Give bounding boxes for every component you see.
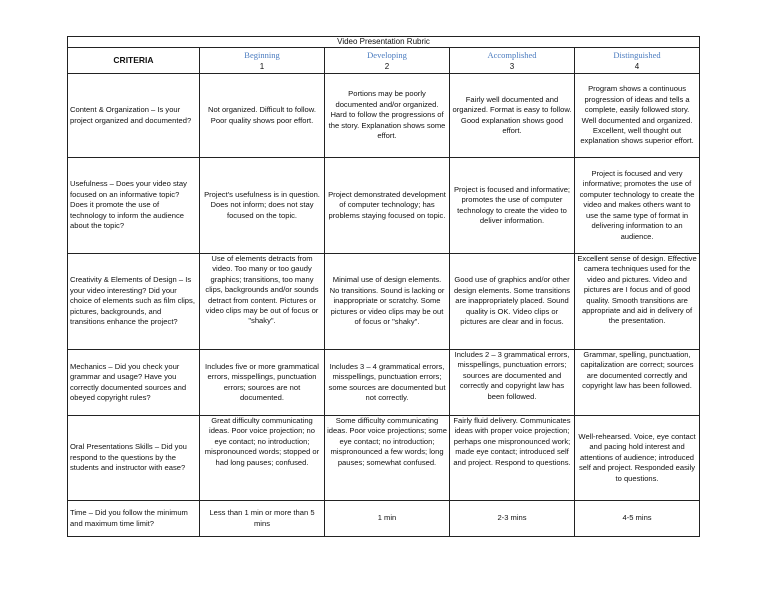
rubric-table: [67, 36, 700, 537]
level-number: 1: [259, 61, 265, 71]
criteria-cell: Time – Did you follow the minimum and maximum time limit?: [68, 501, 200, 537]
rubric-row-mechanics: [68, 350, 700, 416]
level-name: Accomplished: [487, 49, 537, 60]
rubric-title: Video Presentation Rubric: [68, 37, 700, 48]
rubric-cell: Project is focused and informative; promotes the use of computer technology to create the video to deliver information.: [450, 158, 575, 254]
rubric-row-content: [68, 74, 700, 158]
title-row: [68, 37, 700, 48]
level-number: 2: [384, 61, 390, 71]
rubric-cell: Includes 3 – 4 grammatical errors, misspellings, punctuation errors; some sources are documented but not correctly.: [325, 350, 450, 416]
rubric-cell: Grammar, spelling, punctuation, capitalization are correct; sources are documented correctly and copyright law has been followed.: [575, 350, 700, 416]
rubric-cell: 1 min: [325, 501, 450, 537]
criteria-header: CRITERIA: [68, 48, 200, 74]
criteria-cell: Usefulness – Does your video stay focused on an informative topic? Does it promote the use of technology to inform the audience about the topic?: [68, 158, 200, 254]
rubric-row-creativity: [68, 254, 700, 350]
rubric-cell: Some difficulty communicating ideas. Poor voice projections; some eye contact; no introduction; mispronounced a few words; long pauses; somewhat confused.: [325, 416, 450, 501]
rubric-cell: Not organized. Difficult to follow. Poor quality shows poor effort.: [200, 74, 325, 158]
header-row: [68, 48, 700, 74]
level-header-accomplished: [450, 48, 575, 74]
criteria-cell: Oral Presentations Skills – Did you respond to the questions by the students and instructor with ease?: [68, 416, 200, 501]
rubric-row-time: [68, 501, 700, 537]
rubric-cell: 2-3 mins: [450, 501, 575, 537]
rubric-row-usefulness: [68, 158, 700, 254]
rubric-cell: Includes 2 – 3 grammatical errors, misspellings, punctuation errors; sources are documented and correctly and copyright law has been followed.: [450, 350, 575, 416]
criteria-cell: Mechanics – Did you check your grammar and usage? Have you correctly documented sources and obeyed copyright rules?: [68, 350, 200, 416]
level-number: 4: [634, 61, 640, 71]
level-number: 3: [509, 61, 515, 71]
rubric-cell: Use of elements detracts from video. Too many or too gaudy graphics; transitions, too many clips, backgrounds and/or sounds detract from content. Pictures or video clips may be out of focus or "shaky".: [200, 254, 325, 350]
level-name: Developing: [367, 49, 407, 60]
level-header-beginning: [200, 48, 325, 74]
criteria-cell: Creativity & Elements of Design – Is your video interesting? Did your choice of elements such as film clips, pictures, backgrounds, and transitions enhance the project?: [68, 254, 200, 350]
rubric-cell: 4-5 mins: [575, 501, 700, 537]
level-name: Beginning: [244, 49, 280, 60]
criteria-cell: Content & Organization – Is your project organized and documented?: [68, 74, 200, 158]
rubric-cell: Portions may be poorly documented and/or organized. Hard to follow the progressions of the story. Explanation shows some effort.: [325, 74, 450, 158]
rubric-cell: Includes five or more grammatical errors, misspellings, punctuation errors; sources are not documented.: [200, 350, 325, 416]
rubric-cell: Program shows a continuous progression of ideas and tells a complete, easily followed story. Well documented and organized. Excellent, well thought out explanation shows superior effort.: [575, 74, 700, 158]
rubric-cell: Fairly fluid delivery. Communicates ideas with proper voice projection; perhaps one mispronounced work; made eye contact; introduced self and project. Respond to questions.: [450, 416, 575, 501]
rubric-cell: Fairly well documented and organized. Format is easy to follow. Good explanation shows good effort.: [450, 74, 575, 158]
rubric-cell: Minimal use of design elements. No transitions. Sound is lacking or inappropriate or scratchy. Some pictures or video clips may be out of focus or "shaky".: [325, 254, 450, 350]
rubric-cell: Project demonstrated development of computer technology; has problems staying focused on topic.: [325, 158, 450, 254]
rubric-cell: Excellent sense of design. Effective camera techniques used for the video and pictures. Video and pictures are I focus and of good quality. Smooth transitions are appropriate and aid in delivery of the presentation.: [575, 254, 700, 350]
rubric-row-oral: [68, 416, 700, 501]
rubric-cell: Well-rehearsed. Voice, eye contact and pacing hold interest and attentions of audience; introduced self and project. Responded easily to questions.: [575, 416, 700, 501]
rubric-cell: Great difficulty communicating ideas. Poor voice projection; no eye contact; no introduction; mispronounced words; stopped or had long pauses; confused.: [200, 416, 325, 501]
level-name: Distinguished: [613, 49, 661, 60]
rubric-cell: Good use of graphics and/or other design elements. Some transitions are inappropriately placed. Sound quality is OK. Video clips or pictures are clear and in focus.: [450, 254, 575, 350]
level-header-distinguished: [575, 48, 700, 74]
rubric-cell: Less than 1 min or more than 5 mins: [200, 501, 325, 537]
rubric-cell: Project is focused and very informative; promotes the use of computer technology to create the video and makes others want to use the same type of format in delivering information to an audience.: [575, 158, 700, 254]
level-header-developing: [325, 48, 450, 74]
rubric-cell: Project's usefulness is in question. Does not inform; does not stay focused on the topic.: [200, 158, 325, 254]
